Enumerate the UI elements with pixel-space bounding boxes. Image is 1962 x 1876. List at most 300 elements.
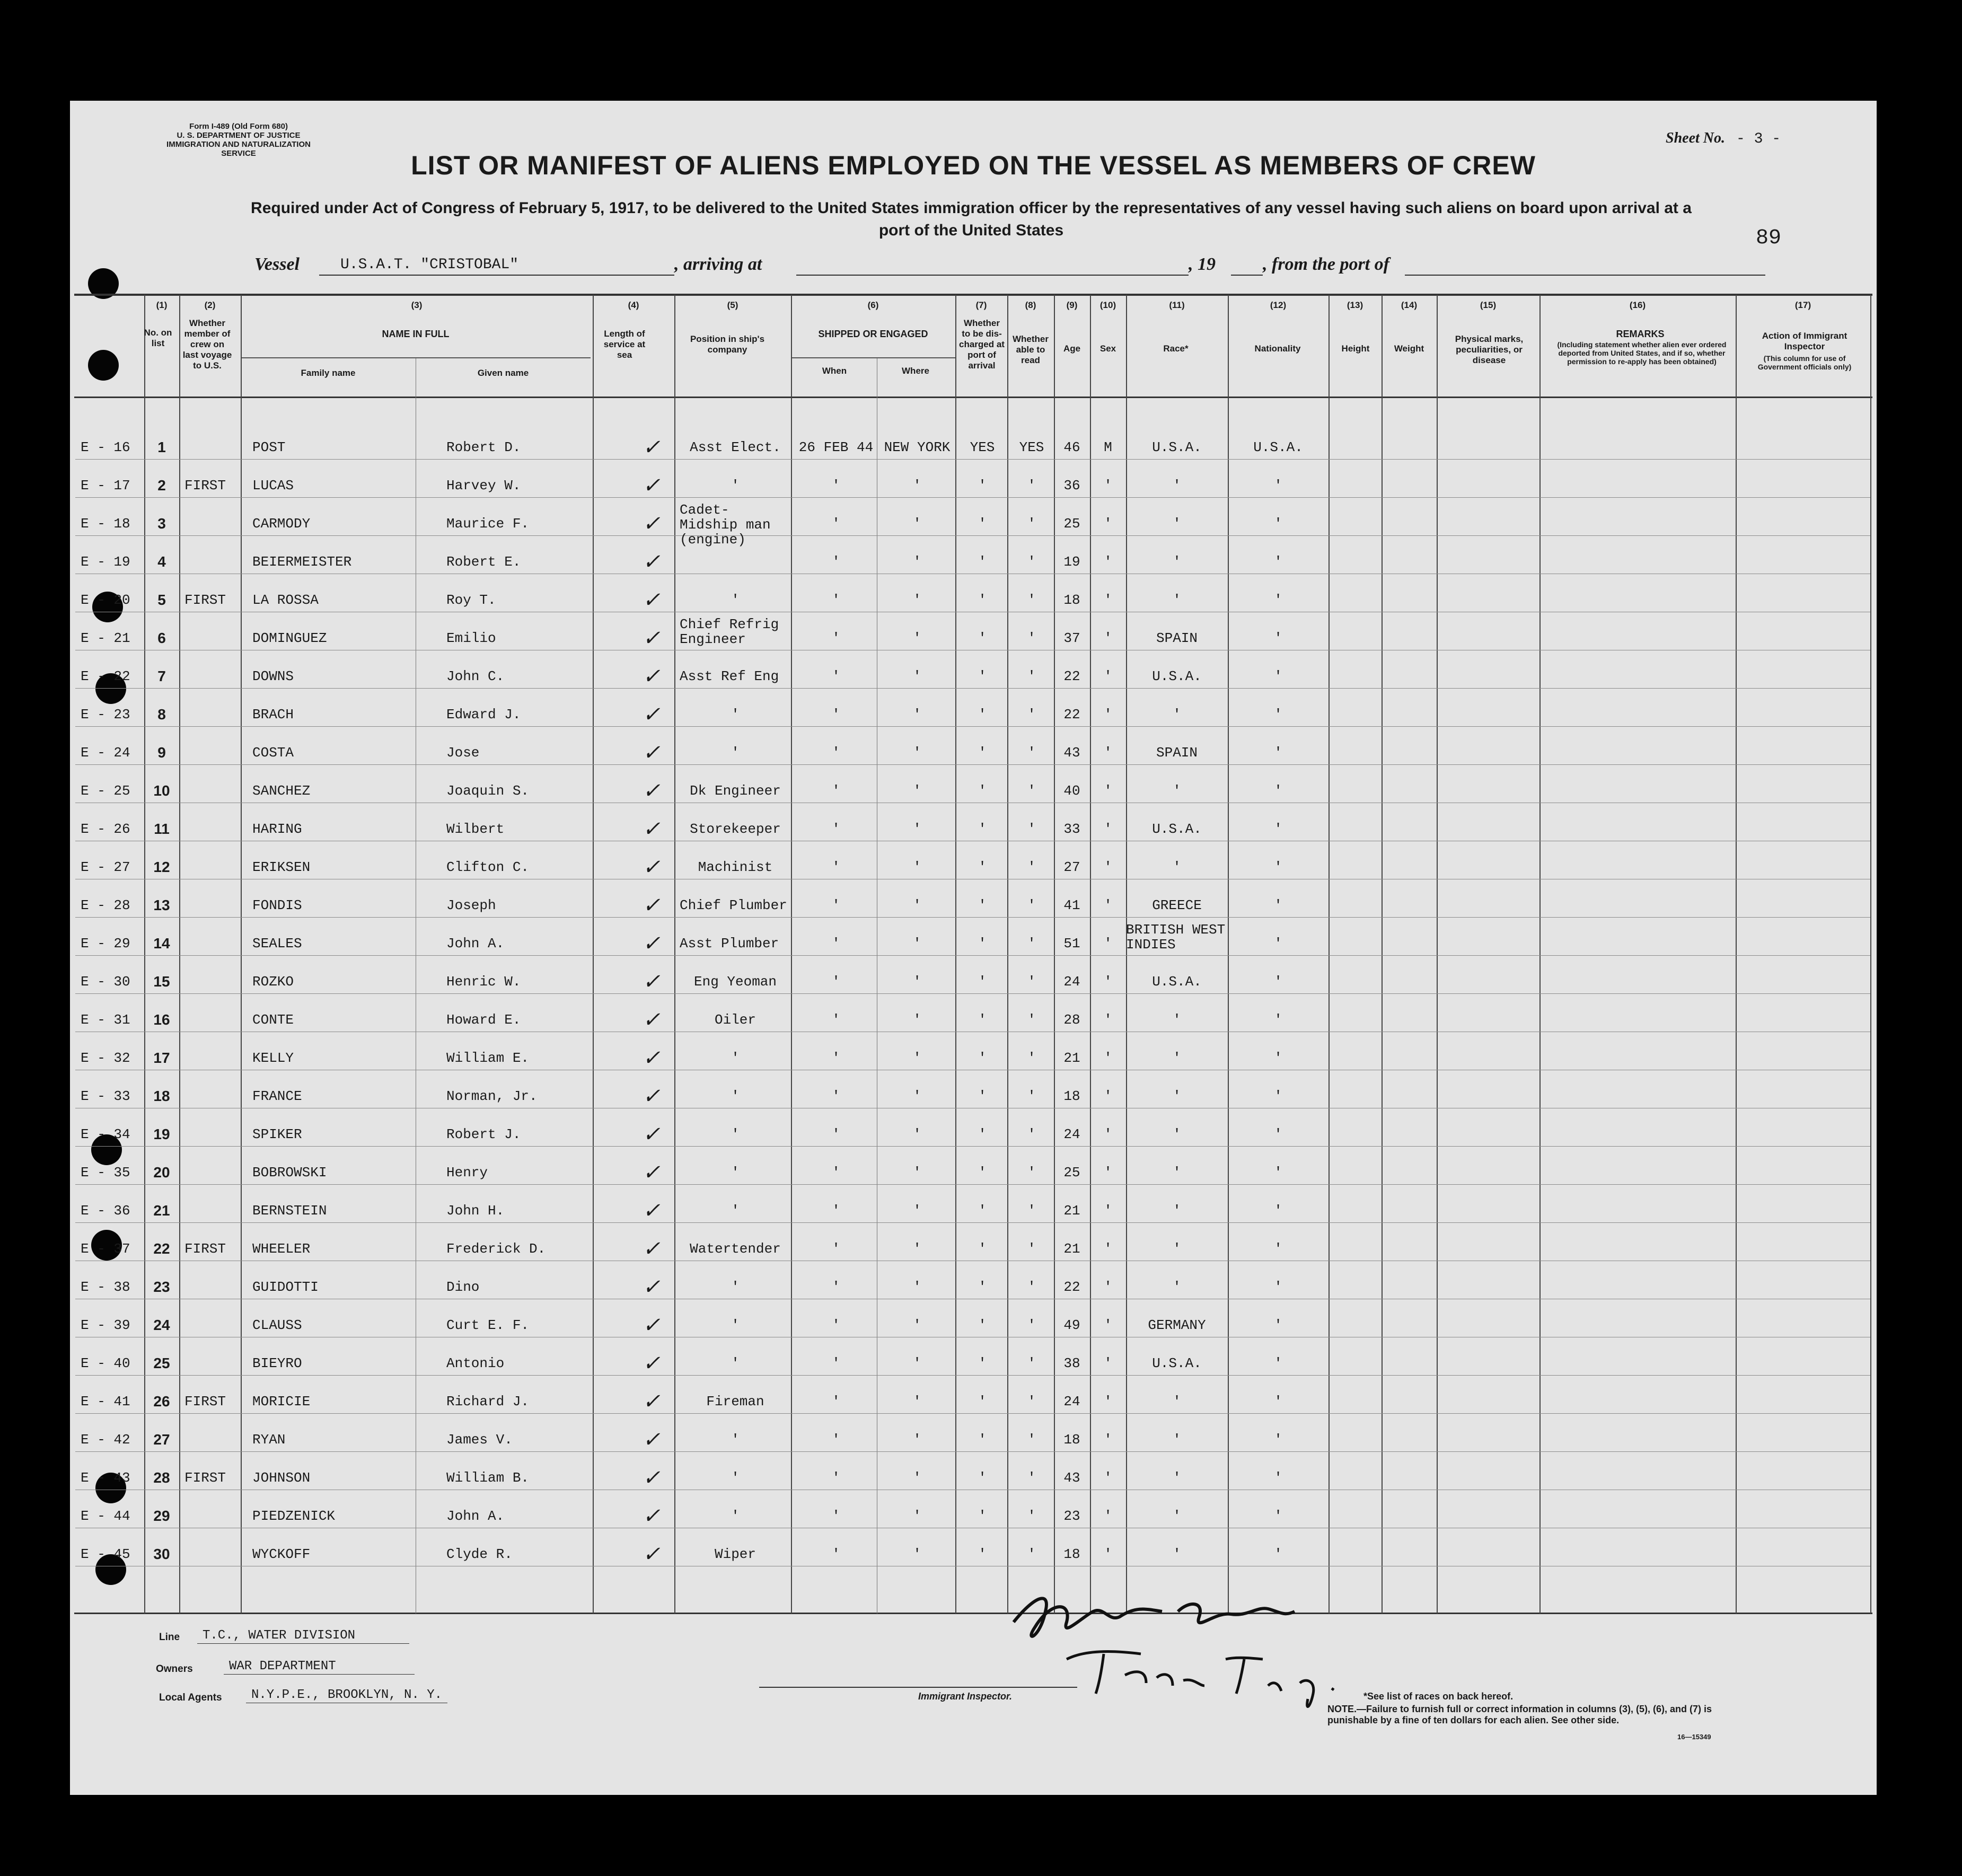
able-to-read: ' bbox=[1027, 668, 1036, 684]
able-to-read: ' bbox=[1027, 936, 1036, 952]
sex: ' bbox=[1104, 478, 1112, 494]
shipped-where: ' bbox=[913, 1470, 921, 1486]
sex: ' bbox=[1104, 974, 1112, 990]
table-bottom-border bbox=[74, 1613, 1872, 1614]
shipped-when: ' bbox=[832, 516, 840, 532]
crew-code: E - 42 bbox=[81, 1432, 130, 1448]
col-header-name: NAME IN FULL bbox=[382, 329, 450, 339]
discharged-value: ' bbox=[978, 745, 987, 761]
position: Asst Plumber bbox=[680, 936, 779, 952]
race: ' bbox=[1173, 1126, 1181, 1142]
race: U.S.A. bbox=[1152, 974, 1202, 990]
age: 36 bbox=[1063, 478, 1080, 494]
department-name: U. S. DEPARTMENT OF JUSTICE bbox=[177, 131, 301, 140]
race: ' bbox=[1173, 707, 1181, 723]
crew-code: E - 32 bbox=[81, 1050, 130, 1066]
position: Chief Refrig Engineer bbox=[680, 616, 779, 647]
nationality: ' bbox=[1274, 592, 1282, 608]
sex: ' bbox=[1104, 1508, 1112, 1524]
sex: ' bbox=[1104, 554, 1112, 570]
column-number: (15) bbox=[1480, 300, 1497, 310]
shipped-where: ' bbox=[913, 1012, 921, 1028]
service-check-mark: ✓ bbox=[643, 588, 661, 612]
col-header-sex: Sex bbox=[1099, 344, 1116, 354]
row-number: 24 bbox=[153, 1317, 170, 1333]
position: Asst Elect. bbox=[690, 439, 781, 455]
row-number: 16 bbox=[153, 1011, 170, 1028]
service-check-mark: ✓ bbox=[643, 1084, 661, 1108]
discharged-value: ' bbox=[978, 859, 987, 875]
shipped-where: ' bbox=[913, 745, 921, 761]
given-name: Howard E. bbox=[446, 1012, 521, 1028]
given-name: Clifton C. bbox=[446, 859, 530, 875]
col-header-race: Race* bbox=[1163, 344, 1189, 354]
nationality: ' bbox=[1274, 1241, 1282, 1257]
position: ' bbox=[731, 1126, 740, 1142]
race: U.S.A. bbox=[1152, 439, 1202, 455]
row-number: 30 bbox=[153, 1546, 170, 1562]
discharged-value: ' bbox=[978, 1241, 987, 1257]
age: 38 bbox=[1063, 1355, 1080, 1371]
family-name: FONDIS bbox=[252, 897, 302, 913]
position: Asst Ref Eng bbox=[680, 668, 779, 684]
column-rule bbox=[1539, 295, 1541, 1614]
column-rule bbox=[1007, 295, 1008, 1614]
race: U.S.A. bbox=[1152, 1355, 1202, 1371]
line-underline bbox=[197, 1643, 409, 1644]
nationality: ' bbox=[1274, 936, 1282, 952]
col-header-height: Height bbox=[1341, 344, 1370, 354]
given-name: Roy T. bbox=[446, 592, 496, 608]
stamp-number: 89 bbox=[1756, 226, 1782, 250]
previous-voyage: FIRST bbox=[184, 478, 226, 494]
nationality: ' bbox=[1274, 1279, 1282, 1295]
row-number: 29 bbox=[153, 1508, 170, 1524]
sex: ' bbox=[1104, 936, 1112, 952]
position: ' bbox=[731, 1470, 740, 1486]
page-title: LIST OR MANIFEST OF ALIENS EMPLOYED ON THE VESSEL AS MEMBERS OF CREW bbox=[411, 151, 1536, 180]
row-rule bbox=[75, 1413, 1870, 1414]
family-name: HARING bbox=[252, 821, 302, 837]
service-check-mark: ✓ bbox=[643, 931, 661, 955]
subheader-given-name: Given name bbox=[477, 368, 529, 378]
page-subtitle bbox=[149, 197, 1793, 242]
crew-code: E - 39 bbox=[81, 1317, 130, 1333]
position: ' bbox=[731, 745, 740, 761]
service-check-mark: ✓ bbox=[643, 1351, 661, 1375]
able-to-read: ' bbox=[1027, 1546, 1036, 1562]
shipped-where: ' bbox=[913, 478, 921, 494]
shipped-when: ' bbox=[832, 478, 840, 494]
col-header-remarks: REMARKS bbox=[1616, 329, 1665, 339]
age: 37 bbox=[1063, 630, 1080, 646]
given-name: John A. bbox=[446, 1508, 505, 1524]
able-to-read: ' bbox=[1027, 1088, 1036, 1104]
sex: ' bbox=[1104, 707, 1112, 723]
family-name: SPIKER bbox=[252, 1126, 302, 1142]
family-name: RYAN bbox=[252, 1432, 286, 1448]
crew-code: E - 18 bbox=[81, 516, 130, 532]
discharged-value: ' bbox=[978, 554, 987, 570]
shipped-where: ' bbox=[913, 859, 921, 875]
shipped-where: ' bbox=[913, 821, 921, 837]
discharged-value: ' bbox=[978, 897, 987, 913]
shipped-where: ' bbox=[913, 1279, 921, 1295]
discharged-value: ' bbox=[978, 821, 987, 837]
crew-code: E - 31 bbox=[81, 1012, 130, 1028]
given-name: Henry bbox=[446, 1165, 488, 1181]
crew-code: E - 24 bbox=[81, 745, 130, 761]
given-name: Clyde R. bbox=[446, 1546, 513, 1562]
given-name: John H. bbox=[446, 1203, 505, 1219]
subheader-where: Where bbox=[902, 366, 929, 376]
sex: M bbox=[1104, 439, 1112, 455]
able-to-read: ' bbox=[1027, 821, 1036, 837]
inspector-signature bbox=[1003, 1580, 1406, 1760]
row-number: 10 bbox=[153, 782, 170, 799]
service-check-mark: ✓ bbox=[643, 1008, 661, 1032]
column-number: (6) bbox=[867, 300, 879, 310]
nationality: ' bbox=[1274, 668, 1282, 684]
shipped-where: ' bbox=[913, 668, 921, 684]
column-number: (11) bbox=[1169, 300, 1185, 310]
shipped-when: ' bbox=[832, 974, 840, 990]
year-label: , 19 bbox=[1189, 254, 1216, 274]
sex: ' bbox=[1104, 1241, 1112, 1257]
column-number: (17) bbox=[1794, 300, 1811, 310]
sex: ' bbox=[1104, 1317, 1112, 1333]
sex: ' bbox=[1104, 668, 1112, 684]
nationality: ' bbox=[1274, 859, 1282, 875]
family-name: CONTE bbox=[252, 1012, 294, 1028]
subtitle-line-2: port of the United States bbox=[878, 222, 1064, 239]
col-header-shipped: SHIPPED OR ENGAGED bbox=[818, 329, 928, 339]
family-name: BRACH bbox=[252, 707, 294, 723]
nationality: ' bbox=[1274, 1203, 1282, 1219]
arriving-underline bbox=[796, 275, 1189, 276]
shipped-where: ' bbox=[913, 1317, 921, 1333]
age: 27 bbox=[1063, 859, 1080, 875]
nationality: ' bbox=[1274, 1050, 1282, 1066]
given-name: Joseph bbox=[446, 897, 496, 913]
shipped-where: NEW YORK bbox=[884, 439, 951, 455]
row-number: 21 bbox=[153, 1202, 170, 1219]
service-name: IMMIGRATION AND NATURALIZATION SERVICE bbox=[166, 140, 311, 158]
discharged-value: ' bbox=[978, 1165, 987, 1181]
given-name: William B. bbox=[446, 1470, 530, 1486]
subtitle-line-1: Required under Act of Congress of February 5, 1917, to be delivered to the United States immigration officer by the representatives of any vessel having such aliens on board upon arrival at a bbox=[251, 199, 1692, 217]
given-name: Henric W. bbox=[446, 974, 521, 990]
age: 46 bbox=[1063, 439, 1080, 455]
column-number: (4) bbox=[628, 300, 639, 310]
sex: ' bbox=[1104, 1279, 1112, 1295]
age: 19 bbox=[1063, 554, 1080, 570]
discharged-value: ' bbox=[978, 1432, 987, 1448]
shipped-when: ' bbox=[832, 1470, 840, 1486]
discharged-value: ' bbox=[978, 630, 987, 646]
position: Eng Yeoman bbox=[693, 974, 777, 990]
family-name: LUCAS bbox=[252, 478, 294, 494]
position: Fireman bbox=[706, 1394, 764, 1410]
age: 21 bbox=[1063, 1050, 1080, 1066]
row-number: 18 bbox=[153, 1088, 170, 1104]
column-number: (13) bbox=[1347, 300, 1363, 310]
service-check-mark: ✓ bbox=[643, 779, 661, 803]
sheet-number-label: Sheet No. bbox=[1666, 130, 1725, 146]
nationality: ' bbox=[1274, 821, 1282, 837]
shipped-when: ' bbox=[832, 1394, 840, 1410]
shipped-when: ' bbox=[832, 1165, 840, 1181]
row-number: 2 bbox=[157, 477, 166, 494]
family-name: ERIKSEN bbox=[252, 859, 311, 875]
discharged-value: ' bbox=[978, 592, 987, 608]
age: 28 bbox=[1063, 1012, 1080, 1028]
crew-code: E - 21 bbox=[81, 630, 130, 646]
row-rule bbox=[75, 917, 1870, 918]
service-check-mark: ✓ bbox=[643, 435, 661, 459]
position: ' bbox=[731, 478, 740, 494]
shipped-when: ' bbox=[832, 1241, 840, 1257]
row-number: 14 bbox=[153, 935, 170, 952]
owners-underline bbox=[224, 1674, 415, 1675]
shipped-where: ' bbox=[913, 554, 921, 570]
service-check-mark: ✓ bbox=[643, 1237, 661, 1261]
nationality: ' bbox=[1274, 1394, 1282, 1410]
column-rule bbox=[179, 295, 180, 1614]
vessel-label: Vessel bbox=[254, 254, 300, 274]
service-check-mark: ✓ bbox=[643, 1389, 661, 1413]
able-to-read: ' bbox=[1027, 1508, 1036, 1524]
shipped-where: ' bbox=[913, 897, 921, 913]
family-name: SANCHEZ bbox=[252, 783, 311, 799]
age: 24 bbox=[1063, 974, 1080, 990]
row-number: 13 bbox=[153, 897, 170, 913]
discharged-value: ' bbox=[978, 1470, 987, 1486]
nationality: ' bbox=[1274, 707, 1282, 723]
column-number: (10) bbox=[1099, 300, 1116, 310]
row-rule bbox=[75, 1451, 1870, 1452]
discharged-value: ' bbox=[978, 1317, 987, 1333]
shipped-where: ' bbox=[913, 516, 921, 532]
remarks-note: (Including statement whether alien ever ordered deported from United States, and if so, whether permission to re-apply has been obtained) bbox=[1557, 340, 1727, 366]
crew-code: E - 23 bbox=[81, 707, 130, 723]
race: ' bbox=[1173, 478, 1181, 494]
shipped-when: ' bbox=[832, 1126, 840, 1142]
sex: ' bbox=[1104, 592, 1112, 608]
nationality: ' bbox=[1274, 1165, 1282, 1181]
given-name: Robert J. bbox=[446, 1126, 521, 1142]
agents-value: N.Y.P.E., BROOKLYN, N. Y. bbox=[251, 1688, 443, 1702]
shipped-when: 26 FEB 44 bbox=[798, 439, 874, 455]
race: ' bbox=[1173, 1546, 1181, 1562]
sex: ' bbox=[1104, 1203, 1112, 1219]
discharged-value: ' bbox=[978, 1126, 987, 1142]
shipped-where: ' bbox=[913, 1203, 921, 1219]
age: 22 bbox=[1063, 707, 1080, 723]
nationality: ' bbox=[1274, 1470, 1282, 1486]
nationality: ' bbox=[1274, 1355, 1282, 1371]
service-check-mark: ✓ bbox=[643, 1504, 661, 1528]
position: Wiper bbox=[714, 1546, 756, 1562]
able-to-read: ' bbox=[1027, 1165, 1036, 1181]
shipped-when: ' bbox=[832, 936, 840, 952]
column-number: (7) bbox=[975, 300, 987, 310]
service-check-mark: ✓ bbox=[643, 1275, 661, 1299]
able-to-read: ' bbox=[1027, 1394, 1036, 1410]
sex: ' bbox=[1104, 1012, 1112, 1028]
row-number: 27 bbox=[153, 1431, 170, 1448]
age: 18 bbox=[1063, 1546, 1080, 1562]
service-check-mark: ✓ bbox=[643, 970, 661, 993]
sex: ' bbox=[1104, 1432, 1112, 1448]
shipped-when: ' bbox=[832, 707, 840, 723]
nationality: ' bbox=[1274, 745, 1282, 761]
row-rule bbox=[75, 688, 1870, 689]
column-number: (12) bbox=[1270, 300, 1287, 310]
sheet-number bbox=[1666, 130, 1781, 147]
action-note: (This column for use of Government officials only) bbox=[1757, 354, 1852, 371]
previous-voyage: FIRST bbox=[184, 1470, 226, 1486]
col-header-read: Whether able to read bbox=[1013, 334, 1049, 365]
able-to-read: ' bbox=[1027, 1279, 1036, 1295]
race: ' bbox=[1173, 1203, 1181, 1219]
row-rule bbox=[75, 955, 1870, 956]
discharged-value: ' bbox=[978, 1050, 987, 1066]
shipped-where: ' bbox=[913, 707, 921, 723]
crew-code: E - 20 bbox=[81, 592, 130, 608]
crew-code: E - 25 bbox=[81, 783, 130, 799]
punch-hole bbox=[88, 350, 119, 381]
crew-code: E - 40 bbox=[81, 1355, 130, 1371]
service-check-mark: ✓ bbox=[643, 1313, 661, 1337]
row-number: 17 bbox=[153, 1050, 170, 1066]
col-header-action: Action of Immigrant Inspector bbox=[1762, 331, 1847, 351]
previous-voyage: FIRST bbox=[184, 1394, 226, 1410]
service-check-mark: ✓ bbox=[643, 1046, 661, 1070]
subheader-family-name: Family name bbox=[301, 368, 356, 378]
previous-voyage: FIRST bbox=[184, 1241, 226, 1257]
position: ' bbox=[731, 1203, 740, 1219]
position: Chief Plumber bbox=[680, 897, 787, 913]
able-to-read: ' bbox=[1027, 745, 1036, 761]
col-header-service: Length of service at sea bbox=[603, 329, 646, 360]
race: BRITISH WEST INDIES bbox=[1126, 922, 1226, 953]
service-check-mark: ✓ bbox=[643, 1160, 661, 1184]
service-check-mark: ✓ bbox=[643, 1428, 661, 1451]
family-name: ROZKO bbox=[252, 974, 294, 990]
owners-value: WAR DEPARTMENT bbox=[229, 1659, 336, 1674]
given-name: Robert E. bbox=[446, 554, 521, 570]
shipped-where: ' bbox=[913, 1126, 921, 1142]
col-header-age: Age bbox=[1063, 344, 1081, 354]
shipped-when: ' bbox=[832, 897, 840, 913]
family-name: JOHNSON bbox=[252, 1470, 311, 1486]
column-rule bbox=[1382, 295, 1383, 1614]
crew-code: E - 29 bbox=[81, 936, 130, 952]
shipped-when: ' bbox=[832, 821, 840, 837]
column-rule bbox=[1437, 295, 1438, 1614]
age: 21 bbox=[1063, 1241, 1080, 1257]
vessel-name: U.S.A.T. "CRISTOBAL" bbox=[340, 257, 519, 273]
age: 49 bbox=[1063, 1317, 1080, 1333]
able-to-read: ' bbox=[1027, 478, 1036, 494]
sex: ' bbox=[1104, 630, 1112, 646]
discharged-value: ' bbox=[978, 1203, 987, 1219]
shipped-when: ' bbox=[832, 592, 840, 608]
shipped-where: ' bbox=[913, 1394, 921, 1410]
shipped-when: ' bbox=[832, 1279, 840, 1295]
able-to-read: ' bbox=[1027, 707, 1036, 723]
given-name: Robert D. bbox=[446, 439, 521, 455]
given-name: Frederick D. bbox=[446, 1241, 546, 1257]
discharged-value: ' bbox=[978, 1394, 987, 1410]
crew-code: E - 36 bbox=[81, 1203, 130, 1219]
discharged-value: ' bbox=[978, 1546, 987, 1562]
crew-code: E - 33 bbox=[81, 1088, 130, 1104]
family-name: WYCKOFF bbox=[252, 1546, 311, 1562]
discharged-value: ' bbox=[978, 1088, 987, 1104]
position: ' bbox=[731, 1050, 740, 1066]
shipped-where: ' bbox=[913, 783, 921, 799]
age: 18 bbox=[1063, 592, 1080, 608]
family-name: PIEDZENICK bbox=[252, 1508, 336, 1524]
row-number: 9 bbox=[157, 744, 166, 761]
column-number: (14) bbox=[1401, 300, 1418, 310]
service-check-mark: ✓ bbox=[643, 512, 661, 535]
crew-code: E - 45 bbox=[81, 1546, 130, 1562]
table-top-border bbox=[74, 294, 1872, 296]
nationality: ' bbox=[1274, 1546, 1282, 1562]
family-name: WHEELER bbox=[252, 1241, 311, 1257]
race: ' bbox=[1173, 1432, 1181, 1448]
shipped-where: ' bbox=[913, 936, 921, 952]
col-header-nationality: Nationality bbox=[1254, 344, 1301, 354]
service-check-mark: ✓ bbox=[643, 626, 661, 650]
nationality: ' bbox=[1274, 554, 1282, 570]
shipped-where: ' bbox=[913, 1050, 921, 1066]
age: 24 bbox=[1063, 1126, 1080, 1142]
able-to-read: ' bbox=[1027, 516, 1036, 532]
crew-code: E - 34 bbox=[81, 1126, 130, 1142]
line-label: Line bbox=[159, 1632, 180, 1643]
position: ' bbox=[731, 1508, 740, 1524]
discharged-value: YES bbox=[970, 439, 995, 455]
nationality: ' bbox=[1274, 1088, 1282, 1104]
row-number: 22 bbox=[153, 1240, 170, 1257]
sex: ' bbox=[1104, 1050, 1112, 1066]
able-to-read: ' bbox=[1027, 783, 1036, 799]
age: 24 bbox=[1063, 1394, 1080, 1410]
column-rule bbox=[955, 295, 956, 1614]
row-number: 20 bbox=[153, 1164, 170, 1181]
column-number: (9) bbox=[1066, 300, 1078, 310]
column-rule bbox=[593, 295, 594, 1614]
race: ' bbox=[1173, 1165, 1181, 1181]
crew-code: E - 26 bbox=[81, 821, 130, 837]
given-name: James V. bbox=[446, 1432, 513, 1448]
race: U.S.A. bbox=[1152, 821, 1202, 837]
signature-title-text: Imm. Insp. bbox=[1014, 1749, 1016, 1750]
age: 33 bbox=[1063, 821, 1080, 837]
row-number: 28 bbox=[153, 1469, 170, 1486]
col-header-position: Position in ship's company bbox=[690, 334, 765, 355]
form-code: 16—15349 bbox=[1677, 1733, 1711, 1741]
family-name: CARMODY bbox=[252, 516, 311, 532]
given-name: Norman, Jr. bbox=[446, 1088, 538, 1104]
column-number: (16) bbox=[1629, 300, 1646, 310]
nationality: ' bbox=[1274, 478, 1282, 494]
position: ' bbox=[731, 1317, 740, 1333]
